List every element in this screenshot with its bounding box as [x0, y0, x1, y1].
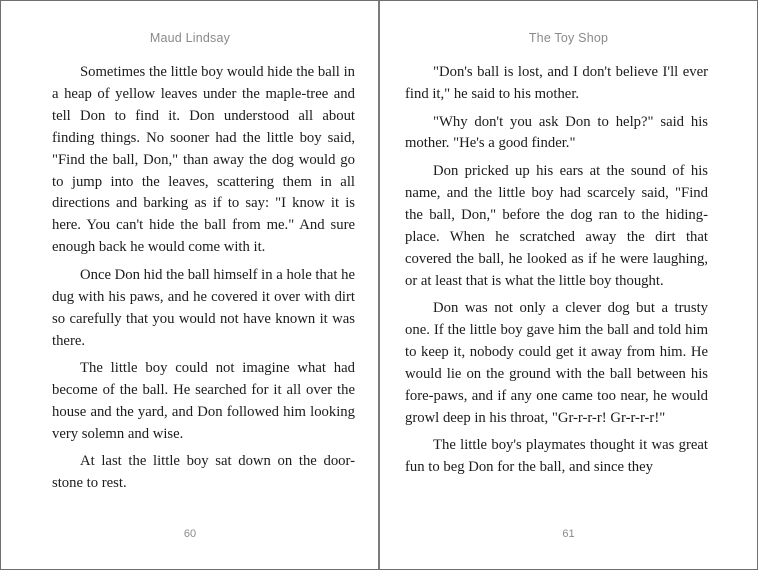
paragraph: "Don's ball is lost, and I don't believe I'll ever find it," he said to his mother.	[405, 64, 708, 102]
left-page-number: 60	[183, 528, 197, 540]
right-page[interactable]	[380, 1, 757, 569]
author-header: Maud Lindsay	[149, 31, 231, 45]
paragraph: At last the little boy sat down on the door-stone to rest.	[52, 453, 355, 492]
paragraph: Don was not only a clever dog but a trusty one. If the little boy gave him the ball and told him to keep it, nobody could get it away from him. He would lie on the ground with the ball between his fore-paws, and if any one came too near, he would growl deep in his throat, "Gr-r-r-r! Gr-r-r-r!"	[405, 300, 708, 426]
left-page-text	[52, 62, 355, 501]
paragraph: The little boy's playmates thought it was great fun to beg Don for the ball, and since they	[405, 437, 708, 476]
right-page-number: 61	[562, 528, 575, 540]
paragraph: Don pricked up his ears at the sound of his name, and the little boy had scarcely said, "Find the ball, Don," before the dog ran to the hiding-place. When he scratched away the dirt that covered the ball, he looked as if he were laughing, or at least that is what the little boy thought.	[405, 163, 708, 289]
right-page-text	[405, 62, 708, 485]
left-page[interactable]	[1, 1, 379, 569]
paragraph: Sometimes the little boy would hide the ball in a heap of yellow leaves under the maple-tree and tell Don to find it. Don understood all about finding things. No sooner had the little boy said, "Find the ball, Don," than away the dog would go to jump into the leaves, scattering them in all directions and barking as if to say: "I know it is here. You can't hide the ball from me." And sure enough back he would come with it.	[52, 64, 355, 256]
paragraph: The little boy could not imagine what had become of the ball. He searched for it all over the house and the yard, and Don followed him looking very solemn and wise.	[52, 360, 355, 442]
book-title-header: The Toy Shop	[528, 31, 609, 45]
paragraph: Once Don hid the ball himself in a hole that he dug with his paws, and he covered it over with dirt so carefully that you would not have known it was there.	[52, 266, 355, 349]
paragraph: "Why don't you ask Don to help?" said his mother. "He's a good finder."	[405, 113, 708, 152]
